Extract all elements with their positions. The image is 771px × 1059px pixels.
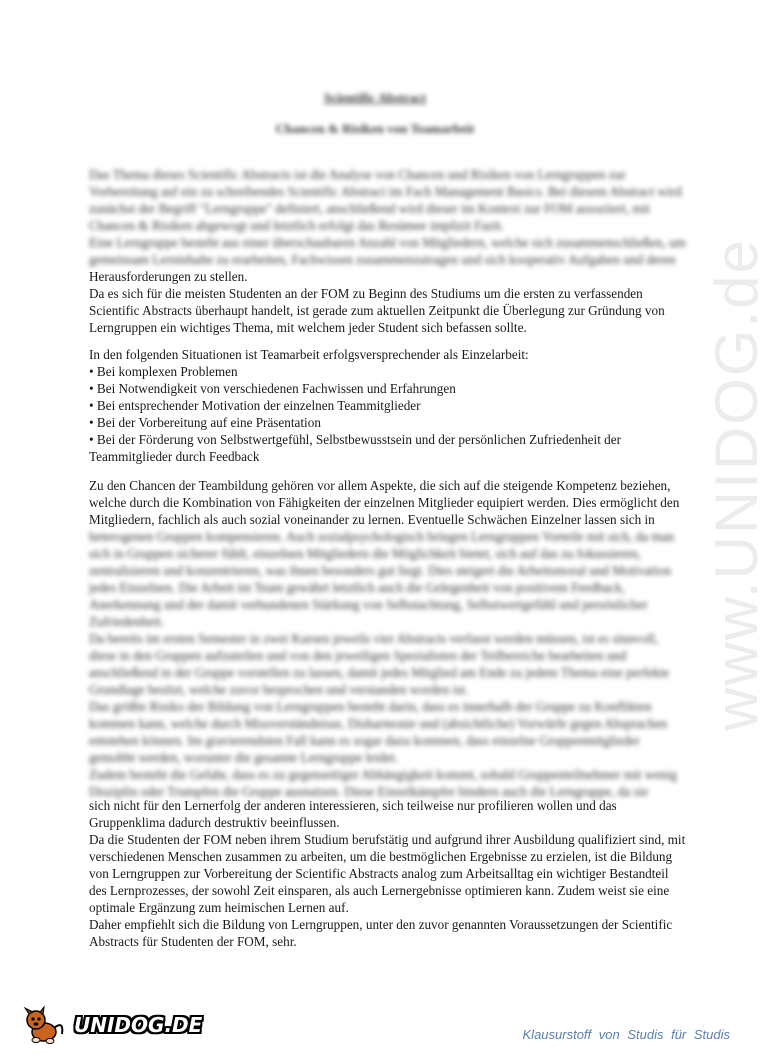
logo-text: UNIDOG.DE [74, 1013, 203, 1037]
text-line: Grundlage besitzt, welche zuvor besprochen und verstanden worden ist. [89, 682, 469, 697]
text-line: optimale Ergänzung zum heimischen Lernen auf. [89, 900, 349, 915]
situations-intro: In den folgenden Situationen ist Teamarbeit erfolgsversprechender als Einzelarbeit: [89, 347, 529, 362]
text-line: Eine Lerngruppe besteht aus einer überschaubaren Anzahl von Mitgliedern, welche sich zusammenschließen, um [89, 235, 686, 250]
text-line: zentralisieren und konzentrieren, was ihnen besonders gut liegt. Dies steigert die Arbeitsmoral und Motivation [89, 563, 671, 578]
text-line: Disziplin oder Trumpfen die Gruppe ausnutzen. Diese Einzelkämpfer hindern auch die Lerngruppe, da sie [89, 784, 649, 799]
watermark-text: www.UNIDOG.de [702, 238, 770, 731]
list-item: Teammitglieder durch Feedback [89, 449, 260, 464]
footer-slogan: Klausurstoff von Studis für Studis [522, 1027, 730, 1042]
list-item: • Bei der Vorbereitung auf eine Präsentation [89, 415, 321, 430]
text-line: verschiedenen Menschen zusammen zu arbeiten, um die bestmöglichen Ergebnisse zu erzielen, ist die Bildung [89, 849, 673, 864]
text-line: gemobbt werden, worunter die gesamte Lerngruppe leidet. [89, 750, 399, 765]
list-item: • Bei Notwendigkeit von verschiedenen Fachwissen und Erfahrungen [89, 381, 456, 396]
text-line: Das größte Risiko der Bildung von Lerngruppen besteht darin, dass es innerhalb der Gruppe zu Konflikten [89, 699, 652, 714]
text-line: jedes Einzelnen. Die Arbeit im Team gewährt letztlich auch die Gelegenheit von positivem Feedback, [89, 580, 626, 595]
text-line: Abstracts für Studenten der FOM, sehr. [89, 934, 297, 949]
document-title: Scientific Abstract [323, 90, 427, 105]
paragraph-chances [89, 477, 680, 800]
text-line: Lerngruppen ein wichtiges Thema, mit welchem jeder Student sich befassen sollte. [89, 320, 527, 335]
paragraph-chances-blurred [89, 528, 677, 800]
dog-icon [22, 1006, 78, 1046]
text-line: Da die Studenten der FOM neben ihrem Studium berufstätig und aufgrund ihrer Ausbildung qualifiziert sind, mit [89, 832, 686, 847]
text-line: Da bereits im ersten Semester in zwei Kursen jeweils vier Abstracts verfasst werden müssen, ist es sinnvoll, [89, 631, 659, 646]
text-line: Zufriedenheit. [89, 614, 165, 629]
text-line: Chancen & Risiken abgewogt und letztlich erfolgt das Resümee implizit Fazit. [89, 218, 504, 233]
paragraph-intro-blurred [89, 166, 686, 268]
text-line: Scientific Abstracts überhaupt handelt, ist gerade zum aktuellen Zeitpunkt die Überlegung zur Gründung von [89, 303, 665, 318]
text-line: heterogenen Gruppen kompensieren. Auch sozialpsychologisch bringen Lerngruppen Vorteile mit sich, da man [89, 529, 675, 544]
text-line: von Lerngruppen zur Vorbereitung der Scientific Abstracts analog zum Arbeitsalltag ein wichtiger Bestandteil [89, 866, 669, 881]
list-item: • Bei komplexen Problemen [89, 364, 238, 379]
paragraph-conclusion [89, 797, 686, 950]
text-line: Daher empfiehlt sich die Bildung von Lerngruppen, unter den zuvor genannten Voraussetzungen der Scientific [89, 917, 673, 932]
text-line: entstehen können. Im gravierendsten Fall kann es sogar dazu kommen, dass einzelne Gruppenmitglieder [89, 733, 640, 748]
text-line: des Lernprozesses, der sowohl Zeit einsparen, als auch Lernergebnisse optimieren kann. Zudem weist sie eine [89, 883, 670, 898]
text-line: Da es sich für die meisten Studenten an der FOM zu Beginn des Studiums um die ersten zu verfassenden [89, 286, 643, 301]
text-line: Zu den Chancen der Teambildung gehören vor allem Aspekte, die sich auf die steigende Kompetenz beziehen, [89, 478, 671, 493]
list-item: • Bei der Förderung von Selbstwertgefühl, Selbstbewusstsein und der persönlichen Zufriedenheit der [89, 432, 621, 447]
text-line: sich nicht für den Lernerfolg der anderen interessieren, sich teilweise nur profilieren wollen und das [89, 798, 617, 813]
paragraph-intro [89, 166, 686, 336]
text-line: gemeinsam Lerninhalte zu erarbeiten, Fachwissen zusammenzutragen und sich kooperativ Aufgaben und deren [89, 252, 676, 267]
text-line: Mitgliedern, fachlich als auch sozial voneinander zu lernen. Eventuelle Schwächen Einzelner lassen sich in [89, 512, 655, 527]
text-line: zunächst der Begriff "Lerngruppe" definiert, anschließend wird dieser im Kontext zur FOM assoziiert, mit [89, 201, 650, 216]
text-line: Zudem besteht die Gefahr, dass es zu gegenseitiger Abhängigkeit kommt, sobald Gruppenteilnehmer mit wenig [89, 767, 677, 782]
text-line: Das Thema dieses Scientific Abstracts ist die Analyse von Chancen und Risiken von Lerngruppen zur [89, 167, 626, 182]
text-line: diese in den Gruppen aufzuteilen und von den jeweiligen Spezialisten der Teilbereiche bearbeiten und [89, 648, 627, 663]
situations-section [89, 346, 661, 465]
text-line: Vorbereitung auf ein zu schreibendes Scientific Abstract im Fach Management Basics. Bei diesem Abstract wird [89, 184, 682, 199]
list-item: • Bei entsprechender Motivation der einzelnen Teammitglieder [89, 398, 421, 413]
text-line: Herausforderungen zu stellen. [89, 269, 248, 284]
text-line: Anerkennung und der damit verbundenen Stärkung von Selbstachtung, Selbstwertgefühl und persönlicher [89, 597, 648, 612]
text-line: welche durch die Kombination von Fähigkeiten der einzelnen Mitglieder equipiert werden. Dies ermöglicht den [89, 495, 680, 510]
text-line: Gruppenklima dadurch destruktiv beeinflussen. [89, 815, 340, 830]
text-line: kommen kann, welche durch Missverständnisse, Disharmonie und (absichtliche) Vorwürfe gegen Absprachen [89, 716, 668, 731]
document-subtitle: Chancen & Risiken von Teamarbeit [275, 121, 475, 136]
text-line: anschließend in der Gruppe vorstellen zu lassen, damit jedes Mitglied am Ende zu jedem Thema eine perfekte [89, 665, 670, 680]
unidog-logo[interactable] [22, 1006, 203, 1046]
text-line: sich in Gruppen sicherer fühlt, einzelnen Mitgliedern die Möglichkeit bietet, sich auf das zu fokussieren, [89, 546, 641, 561]
